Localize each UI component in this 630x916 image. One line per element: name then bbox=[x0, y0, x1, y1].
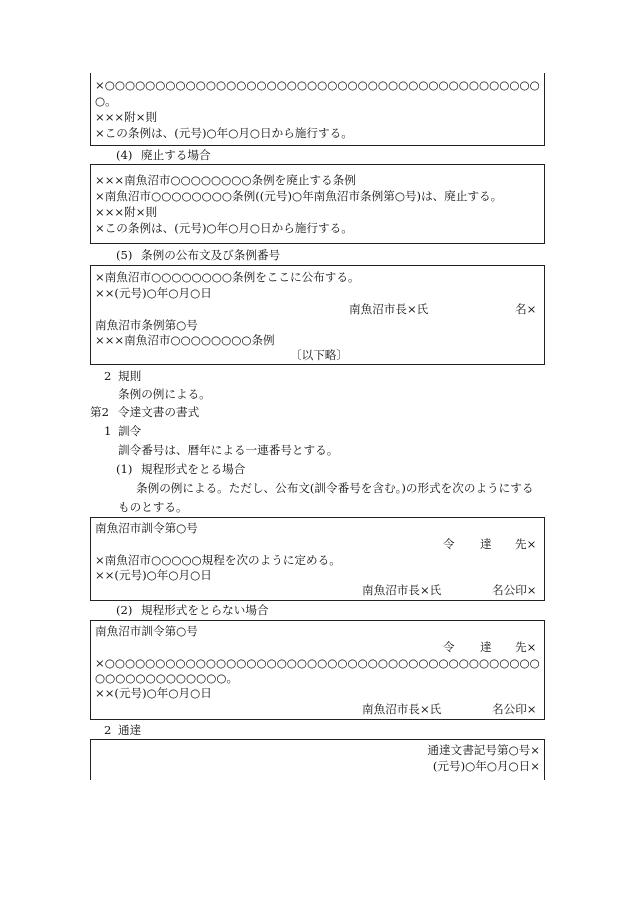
box6-line-1: 通達文書記号第○号× bbox=[427, 743, 540, 757]
section-2-title: 規則 bbox=[118, 369, 142, 383]
box5-mayor: 南魚沼市長×氏 bbox=[362, 702, 442, 716]
box5-seal: 名公印× bbox=[492, 702, 537, 716]
box6-line-2: (元号)○年○月○日× bbox=[432, 759, 540, 773]
box-3 bbox=[90, 265, 545, 365]
subsection-1-body: 訓令番号は、暦年による一連番号とする。 bbox=[118, 443, 339, 457]
box4-line-1: 南魚沼市訓令第○号 bbox=[95, 521, 198, 535]
box-5 bbox=[90, 620, 545, 720]
box3-line-4: 南魚沼市条例第○号 bbox=[95, 318, 198, 332]
box2-line-2: ×南魚沼市○○○○○○○○条例((元号)○年南魚沼市条例第○号)は、廃止する。 bbox=[95, 189, 503, 203]
box1-line-1: ×○○○○○○○○○○○○○○○○○○○○○○○○○○○○○○○○○○○○○○○○○○○ bbox=[95, 78, 540, 92]
heading-4-title: 廃止する場合 bbox=[141, 148, 211, 162]
box-4 bbox=[90, 517, 545, 601]
box4-line-3: ×南魚沼市○○○○○規程を次のように定める。 bbox=[95, 553, 341, 567]
part-2-title: 令達文書の書式 bbox=[118, 405, 200, 419]
item-2-title: 規程形式をとらない場合 bbox=[141, 603, 269, 617]
subsection-1-title: 訓令 bbox=[118, 424, 142, 438]
box2-line-3: ×××附×則 bbox=[95, 205, 158, 219]
box-6 bbox=[90, 739, 545, 780]
item-1-title: 規程形式をとる場合 bbox=[141, 462, 246, 476]
item-1-body-line-2: ものとする。 bbox=[118, 500, 188, 514]
box-1 bbox=[90, 73, 545, 146]
part-2-number: 第2 bbox=[90, 405, 109, 419]
item-1-body-line-1: 条例の例による。ただし、公布文(訓令番号を含む。)の形式を次のようにする bbox=[136, 481, 534, 495]
item-1-number: (1) bbox=[116, 462, 133, 476]
subsection-1-number: 1 bbox=[104, 424, 112, 438]
box3-name: 名× bbox=[515, 302, 537, 316]
box5-line-3: ×○○○○○○○○○○○○○○○○○○○○○○○○○○○○○○○○○○○○○○○○○○○ bbox=[95, 656, 540, 670]
box3-mayor: 南魚沼市長×氏 bbox=[349, 302, 429, 316]
box1-line-4: ×この条例は、(元号)○年○月○日から施行する。 bbox=[95, 126, 353, 140]
box1-line-2: ○。 bbox=[95, 94, 117, 108]
box-2 bbox=[90, 164, 545, 244]
box5-line-1: 南魚沼市訓令第○号 bbox=[95, 624, 198, 638]
subsection-2-number: 2 bbox=[104, 723, 112, 737]
box5-line-4: ○○○○○○○○○○○○○。 bbox=[95, 671, 239, 685]
box2-line-4: ×この条例は、(元号)○年○月○日から施行する。 bbox=[95, 221, 353, 235]
box2-line-1: ×××南魚沼市○○○○○○○○条例を廃止する条例 bbox=[95, 173, 356, 187]
section-2-body: 条例の例による。 bbox=[118, 387, 211, 401]
box5-line-5: ××(元号)○年○月○日 bbox=[95, 686, 212, 700]
box4-addressee-2: 達 bbox=[480, 537, 492, 551]
box4-addressee-1: 令 bbox=[443, 537, 455, 551]
box4-line-4: ××(元号)○年○月○日 bbox=[95, 568, 212, 582]
box3-line-1: ×南魚沼市○○○○○○○○条例をここに公布する。 bbox=[95, 270, 360, 284]
box1-line-3: ×××附×則 bbox=[95, 110, 158, 124]
heading-5-number: (5) bbox=[116, 248, 133, 262]
box4-mayor: 南魚沼市長×氏 bbox=[362, 583, 442, 597]
box3-omitted-note: 〔以下略〕 bbox=[290, 348, 348, 362]
heading-4-number: (4) bbox=[116, 148, 133, 162]
item-2-number: (2) bbox=[116, 603, 133, 617]
box3-line-2: ××(元号)○年○月○日 bbox=[95, 286, 212, 300]
box4-addressee-3: 先× bbox=[515, 537, 537, 551]
section-2-number: 2 bbox=[104, 369, 112, 383]
box4-seal: 名公印× bbox=[492, 583, 537, 597]
box5-addressee-2: 達 bbox=[480, 640, 492, 654]
box5-addressee-1: 令 bbox=[443, 640, 455, 654]
subsection-2-title: 通達 bbox=[118, 723, 142, 737]
heading-5-title: 条例の公布文及び条例番号 bbox=[141, 248, 281, 262]
box3-line-5: ×××南魚沼市○○○○○○○○条例 bbox=[95, 333, 275, 347]
box5-addressee-3: 先× bbox=[515, 640, 537, 654]
